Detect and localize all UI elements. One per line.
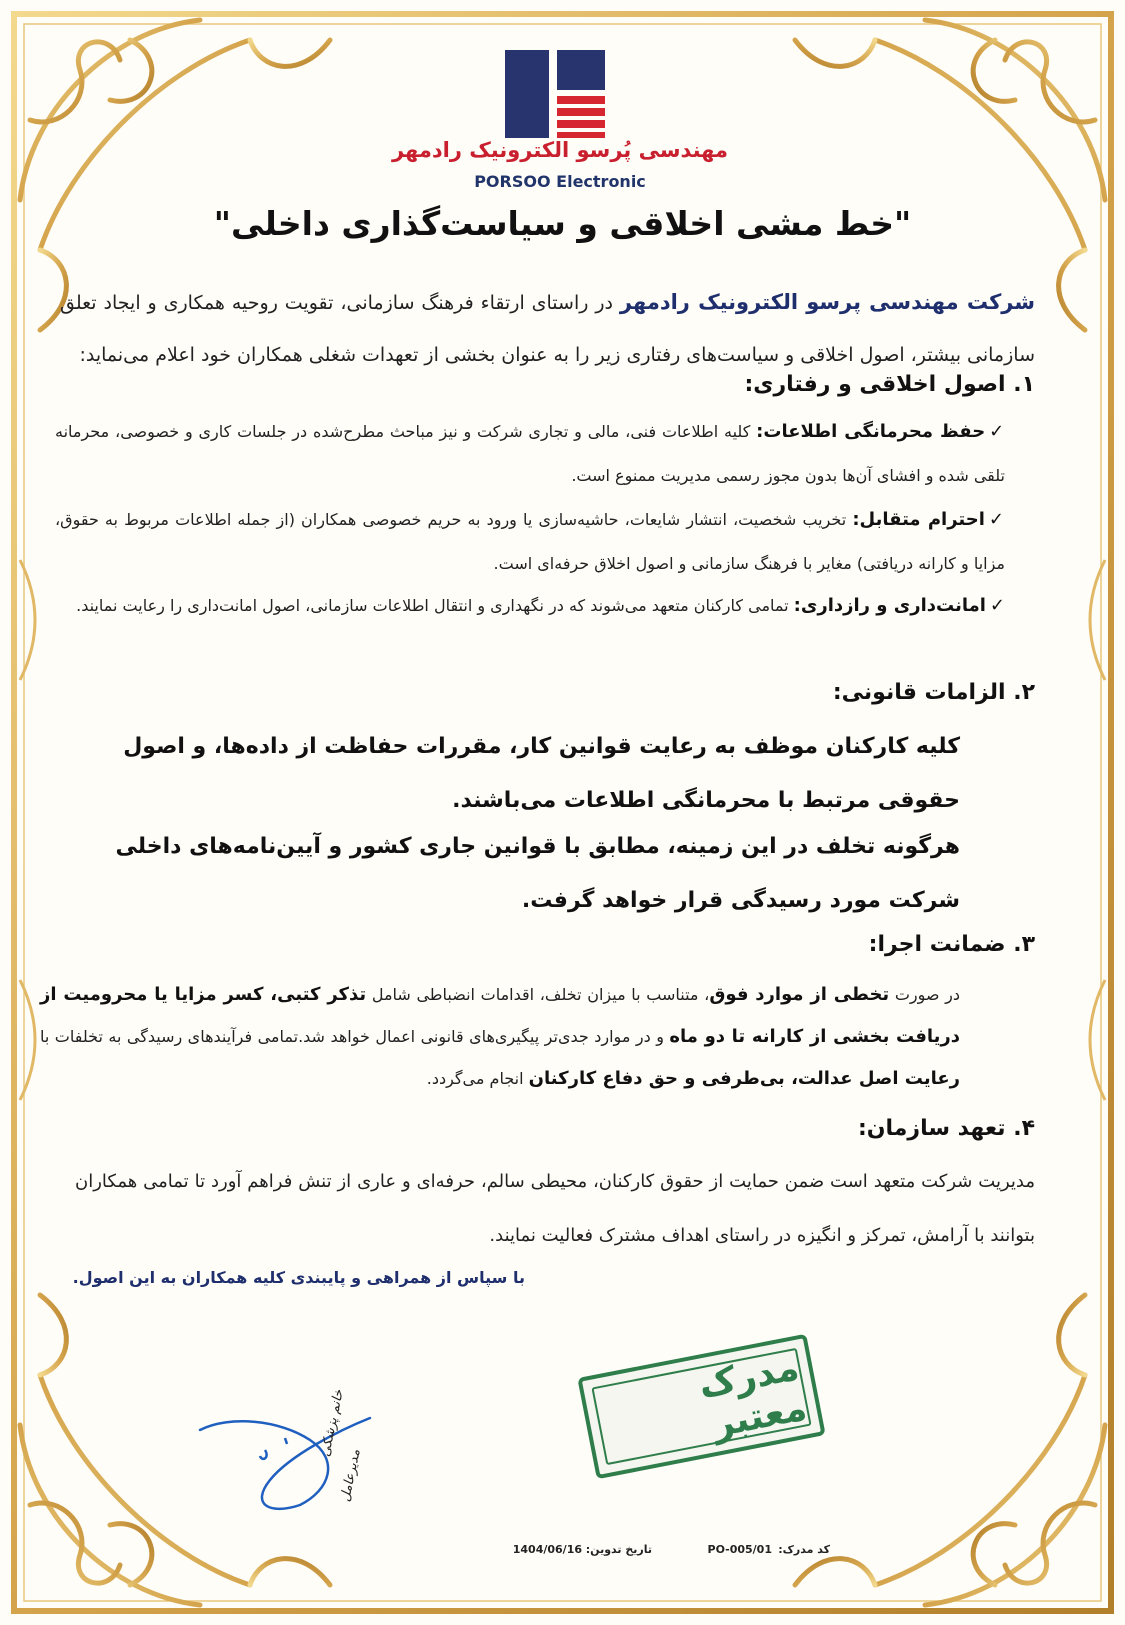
enforcement-paragraph: در صورت تخطی از موارد فوق، متناسب با میزان تخلف، اقدامات انضباطی شامل تذکر کتبی، کسر مزایا یا محرومیت از دریافت بخشی از کارانه تا دو ماه و در موارد جدی‌تر پیگیری‌های قانونی اعمال خواهد شد.تمامی فرآیندهای رسیدگی به تخلفات با رعایت اصل عدالت، بی‌طرفی و حق دفاع کارکنان انجام می‌گردد. xyxy=(40,984,961,1089)
item-text: تمامی کارکنان متعهد می‌شوند که در نگهداری و انتقال اطلاعات سازمانی، اصول امانت‌داری را رعایت نمایند. xyxy=(76,596,794,615)
doc-code-label: کد مدرک: xyxy=(778,1543,830,1556)
stamp-text: مدرک معتبر xyxy=(591,1348,811,1465)
legal-paragraph-1: کلیه کارکنان موظف به رعایت قوانین کار، مقررات حفاظت از داده‌ها، و اصول حقوقی مرتبط با محرمانگی اطلاعات می‌باشند. xyxy=(123,734,960,813)
intro-text: در راستای ارتقاء فرهنگ سازمانی، تقویت روحیه همکاری و ایجاد تعلق سازمانی بیشتر، اصول اخلاقی و سیاست‌های رفتاری زیر را به عنوان بخشی از تعهدات شغلی همکاران خود اعلام می‌نماید: xyxy=(60,292,1035,366)
section4-heading: ۴. تعهد سازمان: xyxy=(857,1116,1035,1141)
document-footer xyxy=(500,1543,830,1561)
signer-role: مدیرعامل xyxy=(338,1448,364,1504)
section2-heading: ۲. الزامات قانونی: xyxy=(832,680,1035,705)
check-icon: ✓ xyxy=(989,421,1005,442)
section1-heading: ۱. اصول اخلاقی و رفتاری: xyxy=(744,372,1035,397)
item-title: احترام متقابل: xyxy=(852,509,985,530)
thanks-note: با سپاس از همراهی و پایبندی کلیه همکاران به این اصول. xyxy=(72,1268,525,1287)
section1-item xyxy=(55,410,1005,498)
section1-item xyxy=(55,584,1005,628)
intro-company-name: شرکت مهندسی پرسو الکترونیک رادمهر xyxy=(619,290,1036,314)
check-icon: ✓ xyxy=(988,509,1006,530)
signer-name: خانم پزشکی xyxy=(318,1388,347,1459)
item-text: کلیه اطلاعات فنی، مالی و تجاری شرکت و نیز مباحث مطرح‌شده در جلسات کاری و خصوصی، محرمانه تلقی شده و افشای آن‌ها بدون مجوز رسمی مدیریت ممنوع است. xyxy=(55,422,1005,485)
commitment-paragraph: مدیریت شرکت متعهد است ضمن حمایت از حقوق کارکنان، محیطی سالم، حرفه‌ای و عاری از تنش فراهم آورد تا تمامی همکاران بتوانند با آرامش، تمرکز و انگیزه در راستای اهداف مشترک فعالیت نمایند. xyxy=(75,1171,1035,1246)
doc-code: PO-005/01 xyxy=(707,1543,772,1556)
company-logo-icon xyxy=(505,50,605,138)
section3-heading: ۳. ضمانت اجرا: xyxy=(868,932,1035,957)
page-title: "خط مشی اخلاقی و سیاست‌گذاری داخلی" xyxy=(213,204,912,243)
legal-paragraph-2: هرگونه تخلف در این زمینه، مطابق با قوانین جاری کشور و آیین‌نامه‌های داخلی شرکت مورد رسیدگی قرار خواهد گرفت. xyxy=(115,834,960,913)
item-title: امانت‌داری و رازداری: xyxy=(793,595,986,616)
check-icon: ✓ xyxy=(989,595,1005,616)
date-label: تاریخ تدوین: xyxy=(585,1543,652,1556)
company-name-en: PORSOO Electronic xyxy=(474,172,646,191)
intro-paragraph xyxy=(60,276,1035,381)
section1-item xyxy=(55,498,1005,586)
item-text: تخریب شخصیت، انتشار شایعات، حاشیه‌سازی یا ورود به حریم خصوصی همکاران (از جمله اطلاعات مربوط به حقوق، مزایا و کارانه دریافتی) مغایر با فرهنگ سازمانی و اصول اخلاق حرفه‌ای است. xyxy=(55,510,1005,573)
company-name-fa: مهندسی پُرسو الکترونیک رادمهر xyxy=(391,138,729,162)
date: 1404/06/16 xyxy=(512,1543,582,1556)
item-title: حفظ محرمانگی اطلاعات: xyxy=(756,421,986,442)
